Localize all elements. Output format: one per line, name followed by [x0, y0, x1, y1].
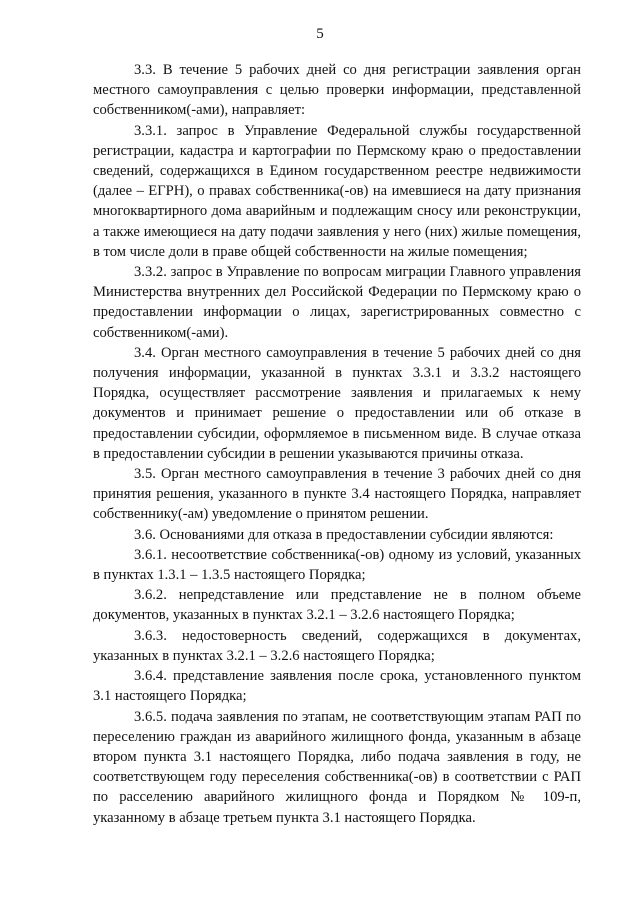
- document-body: [93, 60, 581, 828]
- paragraph-3-3-1: 3.3.1. запрос в Управление Федеральной службы государственной регистрации, кадастра и картографии по Пермскому краю о предоставлении сведений, содержащихся в Едином государственном реестре недвижимости (далее – ЕГРН), о правах собственника(-ов) на имевшиеся на дату признания многоквартирного дома аварийным и подлежащим сносу или реконструкции, а также имеющиеся на дату подачи заявления у него (них) жилые помещения, в том числе доли в праве общей собственности на жилые помещения;: [93, 122, 581, 260]
- paragraph-3-6-3: 3.6.3. недостоверность сведений, содержащихся в документах, указанных в пунктах 3.2.1 – 3.2.6 настоящего Порядка;: [93, 627, 581, 664]
- paragraph-3-6: 3.6. Основаниями для отказа в предоставлении субсидии являются:: [134, 526, 554, 543]
- paragraph-3-6-2: 3.6.2. непредставление или представление не в полном объеме документов, указанных в пунктах 3.2.1 – 3.2.6 настоящего Порядка;: [93, 587, 581, 624]
- paragraph-3-3-2: 3.3.2. запрос в Управление по вопросам миграции Главного управления Министерства внутренних дел Российской Федерации по Пермскому краю о предоставлении информации о лицах, зарегистрированных совместно с собственником(-ами).: [93, 264, 581, 341]
- paragraph-3-6-5: 3.6.5. подача заявления по этапам, не соответствующим этапам РАП по переселению граждан из аварийного жилищного фонда, указанным в абзаце втором пункта 3.1 настоящего Порядка, либо подача заявления в году, не соответствующем году переселения собственника(-ов) в соответствии с РАП по расселению аварийного жилищного фонда и Порядком № 109-п, указанному в абзаце третьем пункта 3.1 настоящего Порядка.: [93, 708, 581, 826]
- paragraph-3-6-1: 3.6.1. несоответствие собственника(-ов) одному из условий, указанных в пунктах 1.3.1 – 1.3.5 настоящего Порядка;: [93, 546, 581, 584]
- paragraph-3-5: 3.5. Орган местного самоуправления в течение 3 рабочих дней со дня принятия решения, указанного в пункте 3.4 настоящего Порядка, направляет собственнику(-ам) уведомление о принятом решении.: [93, 466, 581, 523]
- paragraph-3-4: 3.4. Орган местного самоуправления в течение 5 рабочих дней со дня получения информации, указанной в пунктах 3.3.1 и 3.3.2 настоящего Порядка, осуществляет рассмотрение заявления и прилагаемых к нему документов и принимает решение о предоставлении или об отказе в предоставлении субсидии, оформляемое в письменном виде. В случае отказа в предоставлении субсидии в решении указываются причины отказа.: [93, 344, 581, 462]
- paragraph-3-6-4: 3.6.4. представление заявления после срока, установленного пунктом 3.1 настоящего Порядка;: [93, 668, 581, 705]
- paragraph-3-3: 3.3. В течение 5 рабочих дней со дня регистрации заявления орган местного самоуправления с целью проверки информации, представленной собственником(-ами), направляет:: [93, 62, 581, 119]
- page-number: 5: [316, 26, 324, 42]
